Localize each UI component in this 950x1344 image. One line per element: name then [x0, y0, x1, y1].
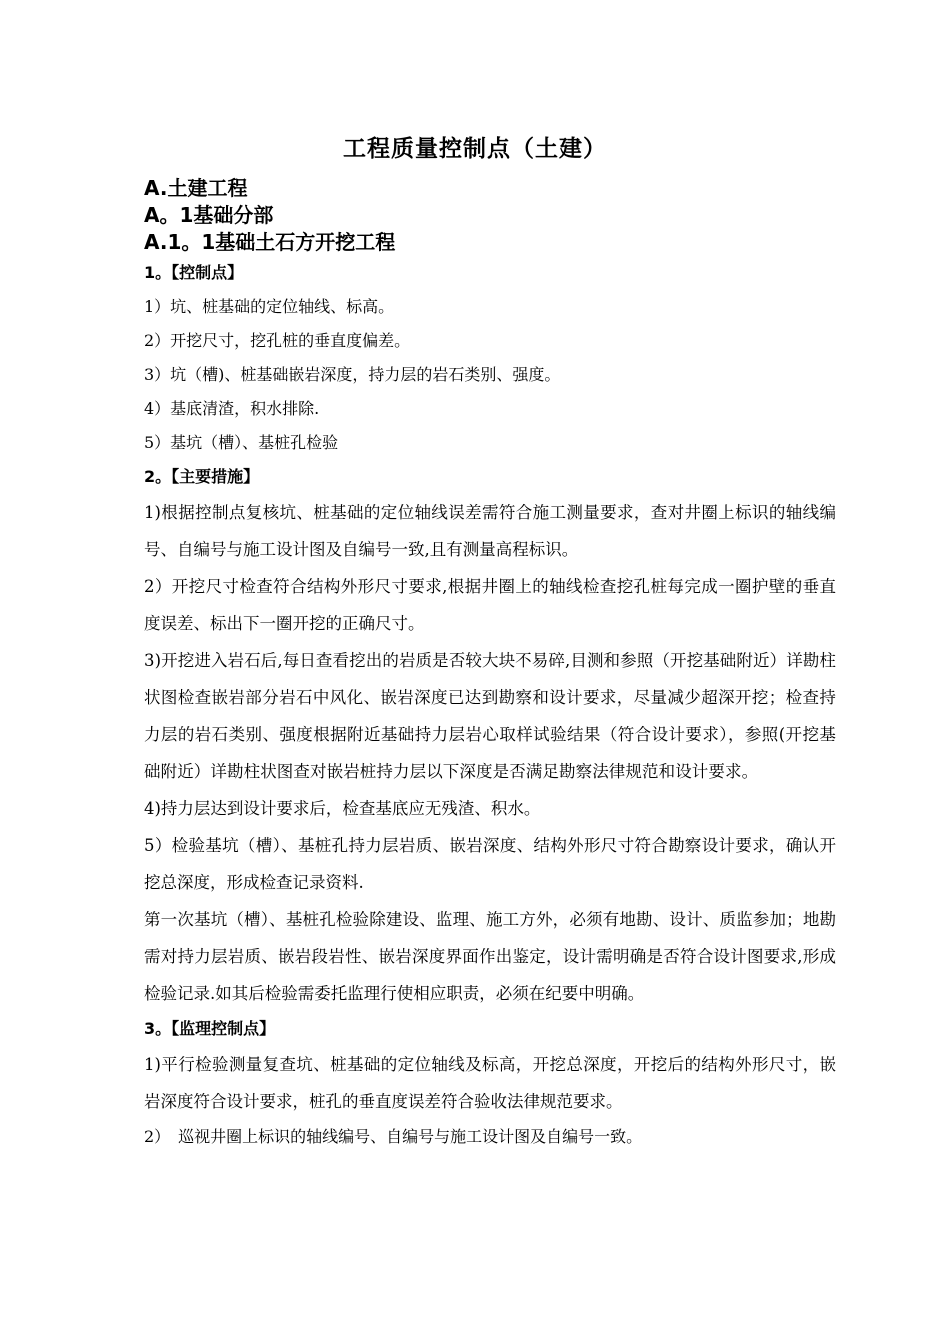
measures-heading: 2。【主要措施】	[144, 467, 260, 486]
section-heading-excavation: A.1。1基础土石方开挖工程	[144, 230, 396, 254]
page-title: 工程质量控制点（土建）	[343, 136, 607, 162]
control-point-item: 2）开挖尺寸，挖孔桩的垂直度偏差。	[144, 331, 411, 350]
measure-paragraph: 4)持力层达到设计要求后，检查基底应无残渣、积水。	[144, 799, 541, 818]
section-heading-foundation: A。1基础分部	[144, 203, 274, 227]
supervision-paragraph: 1)平行检验测量复查坑、桩基础的定位轴线及标高，开挖总深度，开挖后的结构外形尺寸，嵌岩深度符合设计要求，桩孔的垂直度误差符合验收法律规范要求。	[144, 1055, 836, 1111]
control-point-item: 3）坑（槽)、桩基础嵌岩深度，持力层的岩石类别、强度。	[144, 365, 561, 384]
document-body	[144, 174, 836, 1154]
supervision-paragraph: 2） 巡视井圈上标识的轴线编号、自编号与施工设计图及自编号一致。	[144, 1127, 643, 1146]
measure-paragraph: 5）检验基坑（槽）、基桩孔持力层岩质、嵌岩深度、结构外形尺寸符合勘察设计要求，确认开挖总深度，形成检查记录资料.	[144, 836, 836, 892]
control-point-item: 5）基坑（槽）、基桩孔检验	[144, 433, 339, 452]
control-point-item: 1）坑、桩基础的定位轴线、标高。	[144, 297, 395, 316]
measure-paragraph: 1)根据控制点复核坑、桩基础的定位轴线误差需符合施工测量要求，查对井圈上标识的轴线编号、自编号与施工设计图及自编号一致,且有测量高程标识。	[144, 503, 836, 559]
control-point-item: 4）基底清渣，积水排除.	[144, 399, 320, 418]
measure-paragraph: 3)开挖进入岩石后,每日查看挖出的岩质是否较大块不易碎,目测和参照（开挖基础附近）详勘柱状图检查嵌岩部分岩石中风化、嵌岩深度已达到勘察和设计要求，尽量减少超深开挖；检查持力层的岩石类别、强度根据附近基础持力层岩心取样试验结果（符合设计要求），参照(开挖基础附近）详勘柱状图查对嵌岩桩持力层以下深度是否满足勘察法律规范和设计要求。	[144, 651, 836, 781]
supervision-heading: 3。【监理控制点】	[144, 1019, 276, 1038]
measure-paragraph: 2）开挖尺寸检查符合结构外形尺寸要求,根据井圈上的轴线检查挖孔桩每完成一圈护壁的垂直度误差、标出下一圈开挖的正确尺寸。	[144, 577, 836, 633]
control-points-heading: 1。【控制点】	[144, 263, 244, 282]
measure-paragraph: 第一次基坑（槽）、基桩孔检验除建设、监理、施工方外，必须有地勘、设计、质监参加；地勘需对持力层岩质、嵌岩段岩性、嵌岩深度界面作出鉴定，设计需明确是否符合设计图要求,形成检验记录.如其后检验需委托监理行使相应职责，必须在纪要中明确。	[144, 910, 836, 1003]
section-heading-civil: A.土建工程	[144, 176, 248, 200]
